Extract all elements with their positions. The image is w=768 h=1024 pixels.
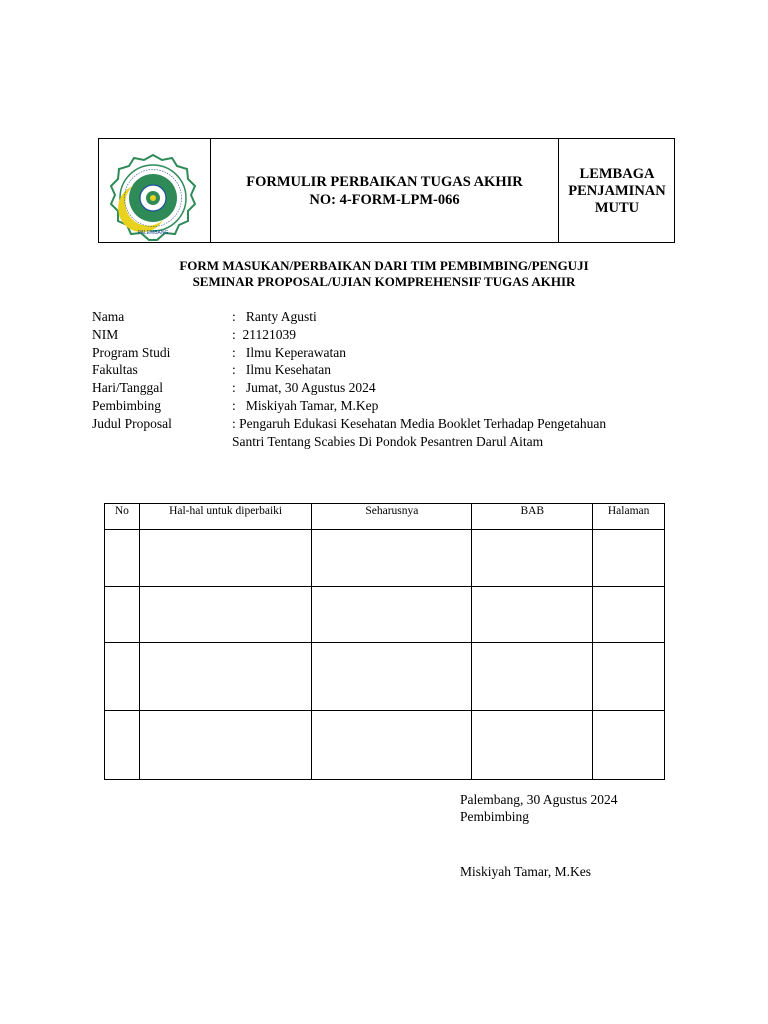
table-cell[interactable] (105, 711, 140, 780)
table-cell[interactable] (312, 530, 472, 587)
table-cell[interactable] (593, 711, 665, 780)
form-title (0, 258, 768, 289)
info-label: Nama (92, 309, 125, 324)
table-cell[interactable] (105, 643, 140, 711)
table-cell[interactable] (472, 643, 593, 711)
table-cell[interactable] (472, 711, 593, 780)
info-value: : Jumat, 30 Agustus 2024 (232, 380, 376, 396)
info-value-continued: Santri Tentang Scabies Di Pondok Pesantren Darul Aitam (232, 433, 544, 449)
revision-table (104, 503, 665, 780)
signature-role: Pembimbing (460, 808, 530, 824)
signature-name: Miskiyah Tamar, M.Kes (460, 863, 591, 879)
info-value: : Ranty Agusti (232, 309, 317, 324)
info-label: Hari/Tanggal (92, 380, 164, 396)
table-row (105, 530, 665, 587)
table-cell[interactable] (593, 587, 665, 643)
column-header: Halaman (593, 504, 665, 530)
info-value: : Miskiyah Tamar, M.Kep (232, 397, 379, 413)
side-line: LEMBAGA (579, 165, 655, 182)
side-line: PENJAMINAN (568, 182, 666, 199)
table-cell[interactable] (472, 587, 593, 643)
table-cell[interactable] (312, 643, 472, 711)
form-title-line: FORM MASUKAN/PERBAIKAN DARI TIM PEMBIMBING/PENGUJI (179, 258, 589, 273)
table-cell[interactable] (312, 587, 472, 643)
info-value: : 21121039 (232, 326, 296, 342)
info-label: NIM (92, 326, 119, 342)
table-cell[interactable] (593, 643, 665, 711)
table-cell[interactable] (139, 587, 312, 643)
column-header: Hal-hal untuk diperbaiki (139, 504, 312, 530)
table-row (105, 643, 665, 711)
table-cell[interactable] (105, 587, 140, 643)
info-label: Fakultas (92, 362, 138, 378)
university-logo (107, 153, 199, 243)
signature-place-date: Palembang, 30 Agustus 2024 (460, 792, 618, 807)
form-number: NO: 4-FORM-LPM-066 (309, 192, 460, 208)
info-label: Pembimbing (92, 397, 162, 413)
header-title: FORMULIR PERBAIKAN TUGAS AKHIR (246, 174, 523, 190)
table-cell[interactable] (139, 530, 312, 587)
logo-cell (99, 139, 211, 243)
logo-text: PALEMBANG (137, 230, 169, 236)
table-cell[interactable] (139, 711, 312, 780)
header-title-cell (211, 139, 559, 243)
info-value: : Ilmu Keperawatan (232, 344, 346, 360)
info-value: : Pengaruh Edukasi Kesehatan Media Booklet Terhadap Pengetahuan (232, 415, 607, 431)
form-header (98, 138, 675, 243)
table-header-row (105, 504, 665, 530)
info-value: : Ilmu Kesehatan (232, 362, 331, 378)
table-row (105, 587, 665, 643)
side-line: MUTU (594, 199, 640, 216)
column-header: Seharusnya (312, 504, 472, 530)
table-cell[interactable] (312, 711, 472, 780)
form-title-line: SEMINAR PROPOSAL/UJIAN KOMPREHENSIF TUGAS AKHIR (192, 273, 576, 289)
column-header: BAB (472, 504, 593, 530)
column-header: No (105, 504, 140, 530)
table-cell[interactable] (105, 530, 140, 587)
header-side-cell (559, 139, 675, 243)
table-row (105, 711, 665, 780)
table-cell[interactable] (593, 530, 665, 587)
info-label: Program Studi (92, 344, 171, 360)
info-label: Judul Proposal (92, 415, 172, 431)
table-cell[interactable] (139, 643, 312, 711)
table-cell[interactable] (472, 530, 593, 587)
